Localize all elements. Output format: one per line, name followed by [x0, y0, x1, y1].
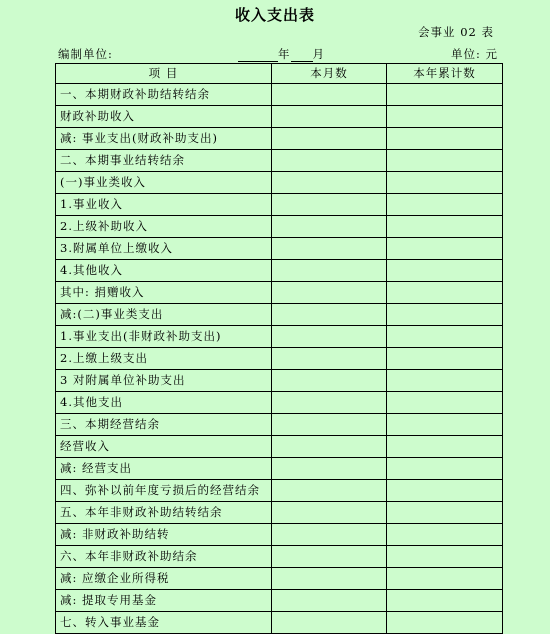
table-row: [56, 502, 503, 524]
row-label: 七、转入事业基金: [56, 612, 272, 634]
month-amount-cell[interactable]: [272, 414, 387, 436]
month-amount-cell[interactable]: [272, 370, 387, 392]
year-to-date-amount-cell[interactable]: [387, 590, 503, 612]
column-header-month: 本月数: [272, 64, 387, 84]
year-to-date-amount-cell[interactable]: [387, 216, 503, 238]
row-label: 二、本期事业结转结余: [56, 150, 272, 172]
year-to-date-amount-cell[interactable]: [387, 260, 503, 282]
month-amount-cell[interactable]: [272, 480, 387, 502]
table-row: [56, 172, 503, 194]
year-to-date-amount-cell[interactable]: [387, 436, 503, 458]
row-label: 经营收入: [56, 436, 272, 458]
table-row: [56, 370, 503, 392]
month-amount-cell[interactable]: [272, 458, 387, 480]
table-row: [56, 216, 503, 238]
month-amount-cell[interactable]: [272, 194, 387, 216]
month-amount-cell[interactable]: [272, 304, 387, 326]
row-label: 其中: 捐赠收入: [56, 282, 272, 304]
table-header-row: [56, 64, 503, 84]
row-label: 减: 应缴企业所得税: [56, 568, 272, 590]
month-amount-cell[interactable]: [272, 172, 387, 194]
month-amount-cell[interactable]: [272, 436, 387, 458]
year-to-date-amount-cell[interactable]: [387, 524, 503, 546]
currency-unit-label: 单位: 元: [450, 47, 498, 61]
month-amount-cell[interactable]: [272, 150, 387, 172]
table-row: [56, 568, 503, 590]
table-row: [56, 128, 503, 150]
year-to-date-amount-cell[interactable]: [387, 414, 503, 436]
month-amount-cell[interactable]: [272, 392, 387, 414]
year-to-date-amount-cell[interactable]: [387, 84, 503, 106]
year-to-date-amount-cell[interactable]: [387, 502, 503, 524]
table-row: [56, 348, 503, 370]
report-meta-row: [58, 46, 498, 62]
row-label: 2.上缴上级支出: [56, 348, 272, 370]
year-to-date-amount-cell[interactable]: [387, 348, 503, 370]
table-row: [56, 590, 503, 612]
table-row: [56, 524, 503, 546]
month-amount-cell[interactable]: [272, 106, 387, 128]
year-to-date-amount-cell[interactable]: [387, 194, 503, 216]
year-to-date-amount-cell[interactable]: [387, 106, 503, 128]
row-label: 五、本年非财政补助结转结余: [56, 502, 272, 524]
table-row: [56, 458, 503, 480]
year-to-date-amount-cell[interactable]: [387, 304, 503, 326]
column-header-item: 项 目: [56, 64, 272, 84]
table-row: [56, 326, 503, 348]
row-label: (一)事业类收入: [56, 172, 272, 194]
month-amount-cell[interactable]: [272, 260, 387, 282]
column-header-year-to-date: 本年累计数: [387, 64, 503, 84]
row-label: 减:(二)事业类支出: [56, 304, 272, 326]
month-amount-cell[interactable]: [272, 128, 387, 150]
row-label: 三、本期经营结余: [56, 414, 272, 436]
month-amount-cell[interactable]: [272, 546, 387, 568]
month-label: 月: [312, 47, 325, 61]
year-to-date-amount-cell[interactable]: [387, 370, 503, 392]
year-to-date-amount-cell[interactable]: [387, 150, 503, 172]
row-label: 六、本年非财政补助结余: [56, 546, 272, 568]
table-row: [56, 260, 503, 282]
month-amount-cell[interactable]: [272, 84, 387, 106]
table-row: [56, 150, 503, 172]
year-to-date-amount-cell[interactable]: [387, 282, 503, 304]
row-label: 1.事业收入: [56, 194, 272, 216]
year-blank[interactable]: [238, 49, 278, 62]
year-to-date-amount-cell[interactable]: [387, 172, 503, 194]
form-code: 会事业 02 表: [418, 25, 494, 39]
table-row: [56, 194, 503, 216]
year-to-date-amount-cell[interactable]: [387, 546, 503, 568]
year-to-date-amount-cell[interactable]: [387, 458, 503, 480]
row-label: 减: 事业支出(财政补助支出): [56, 128, 272, 150]
row-label: 减: 非财政补助结转: [56, 524, 272, 546]
month-amount-cell[interactable]: [272, 502, 387, 524]
row-label: 一、本期财政补助结转结余: [56, 84, 272, 106]
month-amount-cell[interactable]: [272, 612, 387, 634]
row-label: 3.附属单位上缴收入: [56, 238, 272, 260]
month-blank[interactable]: [291, 49, 313, 62]
report-title: 收入支出表: [234, 6, 315, 24]
table-row: [56, 546, 503, 568]
row-label: 减: 经营支出: [56, 458, 272, 480]
month-amount-cell[interactable]: [272, 238, 387, 260]
table-row: [56, 282, 503, 304]
year-to-date-amount-cell[interactable]: [387, 392, 503, 414]
row-label: 3 对附属单位补助支出: [56, 370, 272, 392]
table-row: [56, 436, 503, 458]
table-row: [56, 238, 503, 260]
row-label: 4.其他支出: [56, 392, 272, 414]
row-label: 财政补助收入: [56, 106, 272, 128]
income-expense-table: [55, 63, 503, 634]
table-row: [56, 106, 503, 128]
row-label: 4.其他收入: [56, 260, 272, 282]
year-label: 年: [278, 47, 291, 61]
month-amount-cell[interactable]: [272, 568, 387, 590]
table-row: [56, 480, 503, 502]
year-to-date-amount-cell[interactable]: [387, 612, 503, 634]
month-amount-cell[interactable]: [272, 216, 387, 238]
table-row: [56, 304, 503, 326]
table-row: [56, 414, 503, 436]
row-label: 四、弥补以前年度亏损后的经营结余: [56, 480, 272, 502]
month-amount-cell[interactable]: [272, 524, 387, 546]
table-body: [56, 84, 503, 634]
row-label: 减: 提取专用基金: [56, 590, 272, 612]
preparing-unit-label: 编制单位:: [58, 47, 113, 61]
year-to-date-amount-cell[interactable]: [387, 238, 503, 260]
table-row: [56, 84, 503, 106]
month-amount-cell[interactable]: [272, 590, 387, 612]
row-label: 2.上级补助收入: [56, 216, 272, 238]
row-label: 1.事业支出(非财政补助支出): [56, 326, 272, 348]
month-amount-cell[interactable]: [272, 348, 387, 370]
table-row: [56, 612, 503, 634]
year-to-date-amount-cell[interactable]: [387, 568, 503, 590]
year-to-date-amount-cell[interactable]: [387, 326, 503, 348]
month-amount-cell[interactable]: [272, 326, 387, 348]
report-date: [238, 46, 325, 62]
year-to-date-amount-cell[interactable]: [387, 480, 503, 502]
table-row: [56, 392, 503, 414]
year-to-date-amount-cell[interactable]: [387, 128, 503, 150]
month-amount-cell[interactable]: [272, 282, 387, 304]
